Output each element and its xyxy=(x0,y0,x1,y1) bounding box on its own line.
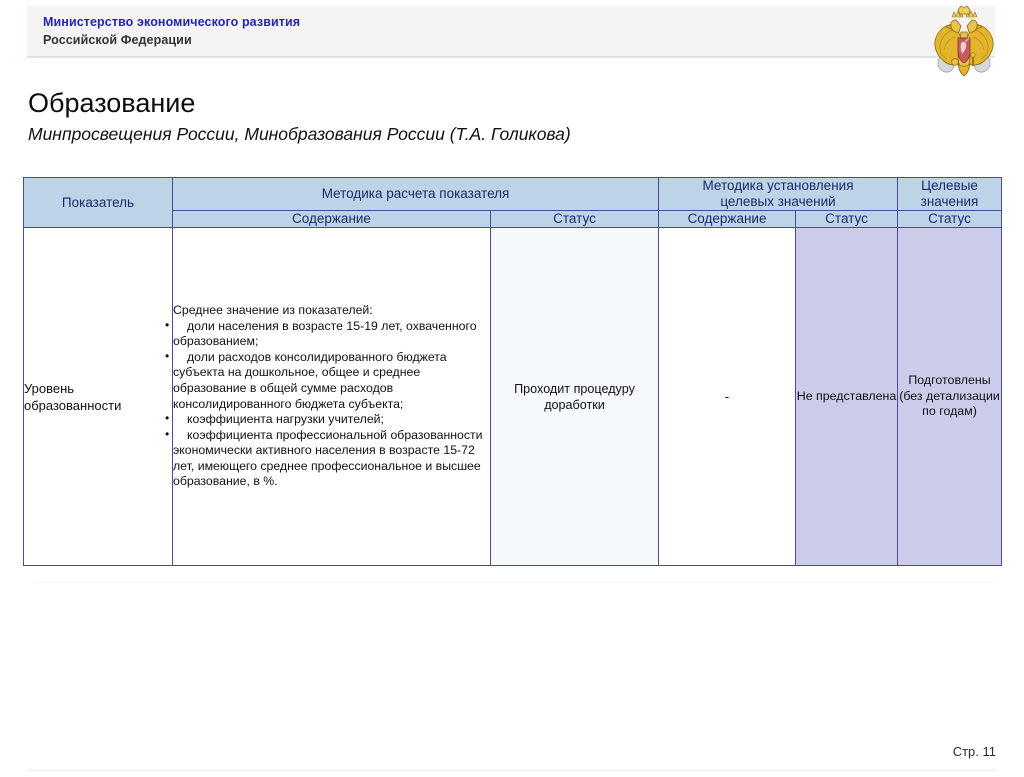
under-table-divider xyxy=(36,582,998,583)
cell-target-method-content: - xyxy=(659,228,796,566)
col-header-target-method-line1: Методика установления xyxy=(702,178,854,193)
russian-coat-of-arms-icon xyxy=(925,4,1003,80)
col-header-target-method xyxy=(659,178,898,211)
col-subheader-values-status: Статус xyxy=(898,211,1002,228)
ministry-name-line2: Российской Федерации xyxy=(43,33,192,47)
ministry-name-line1: Министерство экономического развития xyxy=(43,15,301,29)
col-header-calc-method: Методика расчета показателя xyxy=(173,178,659,211)
col-header-target-method-line2: целевых значений xyxy=(720,194,836,209)
col-subheader-calc-status: Статус xyxy=(491,211,659,228)
ministry-banner xyxy=(27,6,995,58)
list-item: • доли расходов консолидированного бюджета субъекта на дошкольное, общее и среднее образование в общей сумме расходов консолидированного бюджета субъекта; xyxy=(173,350,490,412)
col-header-indicator: Показатель xyxy=(24,178,173,228)
col-subheader-target-status: Статус xyxy=(796,211,898,228)
indicators-table-wrapper xyxy=(23,177,1001,566)
table-row xyxy=(24,228,1002,566)
page-title: Образование xyxy=(28,88,196,118)
page-subtitle: Минпросвещения России, Минобразования России (Т.А. Голикова) xyxy=(28,124,571,144)
cell-target-values-status: Подготовлены (без детализации по годам) xyxy=(898,228,1002,566)
indicators-table xyxy=(23,177,1002,566)
list-item: • коэффициента профессиональной образованности экономически активного населения в возрасте 15-72 лет, имеющего среднее профессиональное и высшее образование, в %. xyxy=(173,428,490,490)
col-subheader-target-content: Содержание xyxy=(659,211,796,228)
cell-indicator-name: Уровень образованности xyxy=(24,228,173,566)
col-header-target-values xyxy=(898,178,1002,211)
list-item: • коэффициента нагрузки учителей; xyxy=(173,412,490,428)
calc-content-list xyxy=(173,319,490,491)
bottom-divider xyxy=(27,770,997,771)
page-number: Стр. 11 xyxy=(952,744,996,759)
table-header-row-1 xyxy=(24,178,1002,211)
list-item: • доли населения в возрасте 15-19 лет, охваченного образованием; xyxy=(173,319,490,350)
col-subheader-calc-content: Содержание xyxy=(173,211,491,228)
cell-calc-status: Проходит процедуру доработки xyxy=(491,228,659,566)
col-header-target-values-line1: Целевые xyxy=(921,178,978,193)
cell-calc-content xyxy=(173,228,491,566)
calc-content-lead: Среднее значение из показателей: xyxy=(173,302,373,317)
cell-target-method-status: Не представлена xyxy=(796,228,898,566)
col-header-target-values-line2: значения xyxy=(920,194,979,209)
